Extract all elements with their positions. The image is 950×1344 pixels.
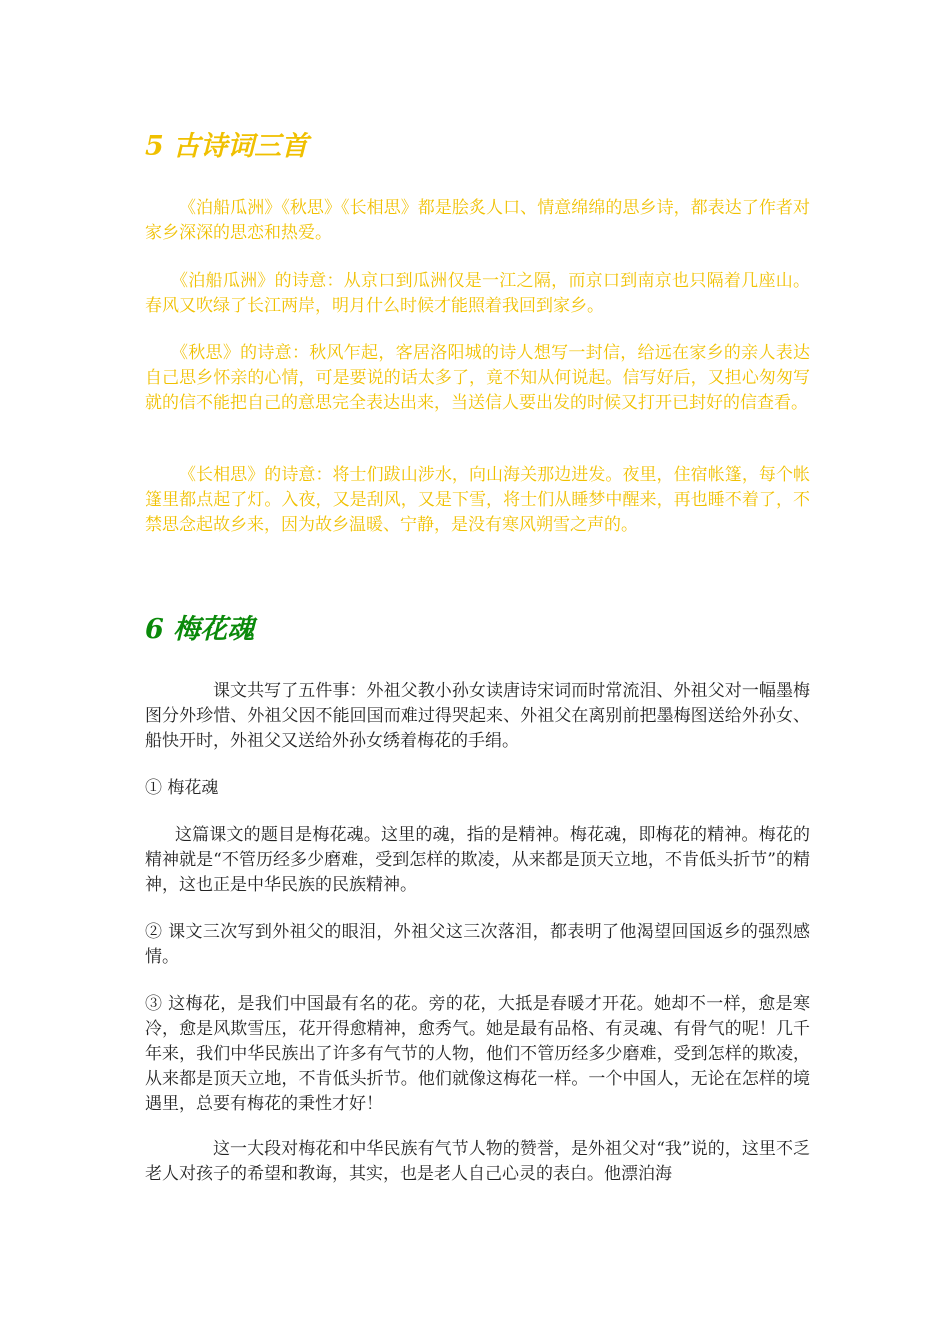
section-6-paragraph-1: 课文共写了五件事：外祖父教小孙女读唐诗宋词而时常流泪、外祖父对一幅墨梅图分外珍惜、外祖父因不能回国而难过得哭起来、外祖父在离别前把墨梅图送给外孙女、船快开时，外祖父又送给外孙女绣着梅花的手绢。 xyxy=(145,681,810,751)
section-5-paragraph-4: 《长相思》的诗意：将士们跋山涉水，向山海关那边进发。夜里，住宿帐篷，每个帐篷里都点起了灯。入夜，又是刮风，又是下雪，将士们从睡梦中醒来，再也睡不着了，不禁思念起故乡来，因为故乡温暖、宁静，是没有寒风朔雪之声的。 xyxy=(145,465,810,535)
section-6-paragraph-2: 这篇课文的题目是梅花魂。这里的魂，指的是精神。梅花魂，即梅花的精神。梅花的精神就是“不管历经多少磨难，受到怎样的欺凌，从来都是顶天立地，不肯低头折节”的精神，这也正是中华民族的民族精神。 xyxy=(145,825,810,895)
section-5-paragraph-1: 《泊船瓜洲》《秋思》《长相思》都是脍炙人口、情意绵绵的思乡诗，都表达了作者对家乡深深的思恋和热爱。 xyxy=(145,198,810,243)
section-5-paragraph-3: 《秋思》的诗意：秋风乍起，客居洛阳城的诗人想写一封信，给远在家乡的亲人表达自己思乡怀亲的心情，可是要说的话太多了，竟不知从何说起。信写好后，又担心匆匆写就的信不能把自己的意思完全表达出来，当送信人要出发的时候又打开已封好的信查看。 xyxy=(145,343,810,413)
section-6-paragraph-4: ③ 这梅花，是我们中国最有名的花。旁的花，大抵是春暖才开花。她却不一样，愈是寒冷，愈是风欺雪压，花开得愈精神，愈秀气。她是最有品格、有灵魂、有骨气的呢！几千年来，我们中华民族出了许多有气节的人物，他们不管历经多少磨难，受到怎样的欺凌，从来都是顶天立地，不肯低头折节。他们就像这梅花一样。一个中国人，无论在怎样的境遇里，总要有梅花的秉性才好！ xyxy=(145,994,810,1114)
section-6-title: 6 梅花魂 xyxy=(145,614,255,645)
section-5-paragraph-2: 《泊船瓜洲》的诗意：从京口到瓜洲仅是一江之隔，而京口到南京也只隔着几座山。春风又吹绿了长江两岸，明月什么时候才能照着我回到家乡。 xyxy=(145,271,810,316)
section-6-paragraph-3: ② 课文三次写到外祖父的眼泪，外祖父这三次落泪，都表明了他渴望回国返乡的强烈感情。 xyxy=(145,922,810,967)
section-6-subheading-1: ① 梅花魂 xyxy=(145,778,219,798)
section-6-paragraph-5: 这一大段对梅花和中华民族有气节人物的赞誉，是外祖父对“我”说的，这里不乏老人对孩子的希望和教诲，其实，也是老人自己心灵的表白。他漂泊海 xyxy=(145,1139,810,1184)
section-5-title: 5 古诗词三首 xyxy=(145,131,309,162)
